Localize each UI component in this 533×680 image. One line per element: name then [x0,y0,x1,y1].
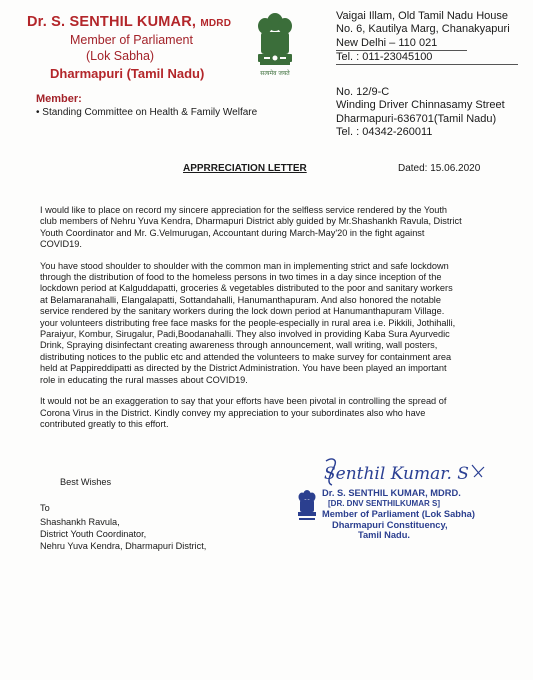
recipient-line: Shashankh Ravula, [40,517,120,527]
stamp-line: Dharmapuri Constituency, [332,519,448,530]
address-line: Winding Driver Chinnasamy Street [336,99,505,112]
emblem-motto: सत्यमेव जयते [260,70,290,77]
signature-text: Senthil Kumar. S [324,464,469,484]
letter-body [40,205,502,440]
address-line: New Delhi – 110 021 [336,37,467,51]
body-line: I would like to place on record my sincere appreciation for the selfless service rendered by the Youth [40,205,448,215]
sender-name [27,14,231,30]
stamp-line: [DR. DNV SENTHILKUMAR S] [328,498,440,508]
local-address [336,86,505,139]
body-line: You have stood shoulder to shoulder with the common man in implementing strict and safe lockdown [40,260,449,271]
address-line: Dharmapuri-636701(Tamil Nadu) [336,112,497,125]
address-line: No. 6, Kautilya Marg, Chanakyapuri [336,23,510,36]
body-line: service rendered by the sanitary workers during the lock down period at Hanumanthapuram Village. [40,306,445,317]
stamp-line: Dr. S. SENTHIL KUMAR, MDRD. [322,488,461,498]
to-label: To [40,503,50,513]
sender-name-suffix: MDRD [200,18,232,29]
paragraph-2 [40,261,502,386]
body-line: It would not be an exaggeration to say that your efforts have been pivotal in controlling the spread of [40,396,447,407]
sender-role: Member of Parliament [70,33,193,47]
address-line: No. 12/9-C [336,86,390,98]
paragraph-3 [40,396,502,430]
body-line: Drink, Spraying disinfectant creating awareness through announcement, wall writing, wall posters, [40,340,438,351]
letter-title: APPRRECIATION LETTER [183,163,307,174]
address-line: Tel. : 011-23045100 [336,51,518,65]
address-line: Vaigai Illam, Old Tamil Nadu House [336,10,509,22]
sender-name-text: Dr. S. SENTHIL KUMAR, [27,14,197,30]
committee-item: • Standing Committee on Health & Family Welfare [36,107,258,118]
closing-wishes: Best Wishes [60,477,112,487]
body-line: contributed greatly to this effort. [40,418,169,429]
body-line: your volunteers distributing free face masks for the people-especially in rural area i.e. Pikkili, Jothihalli, [40,317,456,328]
stamp-line: Tamil Nadu. [358,530,410,541]
body-line: COVID19. [40,239,82,250]
stamp-emblem-icon [296,487,318,523]
official-stamp [322,488,475,541]
recipient-block [40,516,206,552]
letter-date: Dated: 15.06.2020 [398,163,481,174]
stamp-line: Member of Parliament (Lok Sabha) [322,509,475,520]
sender-constituency: Dharmapuri (Tamil Nadu) [50,66,205,81]
body-line: lockdown period at Kalguddapatti, groceries & vegetables distributed to the poor and sanitary workers [40,283,453,294]
body-line: distributing notices to the public etc and attended the volunteers to make survey for containment area [40,351,452,362]
body-line: club members of Nehru Yuva Kendra, Dharmapuri District ably guided by Mr.Shashankh Ravula, District [40,216,462,227]
member-label: Member: [36,93,82,105]
address-line: Tel. : 04342-260011 [336,125,433,138]
body-line: Paraiyur, Kombur, Sirugalur, Padi,Boodanahalli. They also involved in providing Kaba Sura Ayurvedic [40,329,450,340]
recipient-line: District Youth Coordinator, [40,529,147,539]
body-line: through the distribution of food to the homeless persons in two times in a day since inception of the [40,272,442,283]
body-line: Youth Coordinator and Mr. G.Velmurugan, Accountant during March-May'20 in the fight against [40,227,425,238]
delhi-address [336,10,518,65]
body-line: at Belamaranahalli, Elangalapatti, Sottandahalli, Hanumanthapuram. And also honored the notable [40,294,441,305]
recipient-line: Nehru Yuva Kendra, Dharmapuri District, [40,541,207,551]
body-line: role in educating the rural masses about COVID19. [40,374,248,385]
national-emblem-icon [252,8,298,82]
body-line: Corona Virus in the District. Kindly convey my appreciation to your subordinates also who have [40,407,426,418]
paragraph-1 [40,205,502,251]
sender-house: (Lok Sabha) [86,49,155,63]
body-line: held at Pappireddipatti as directed by the District Administration. You have been played an important [40,363,447,374]
